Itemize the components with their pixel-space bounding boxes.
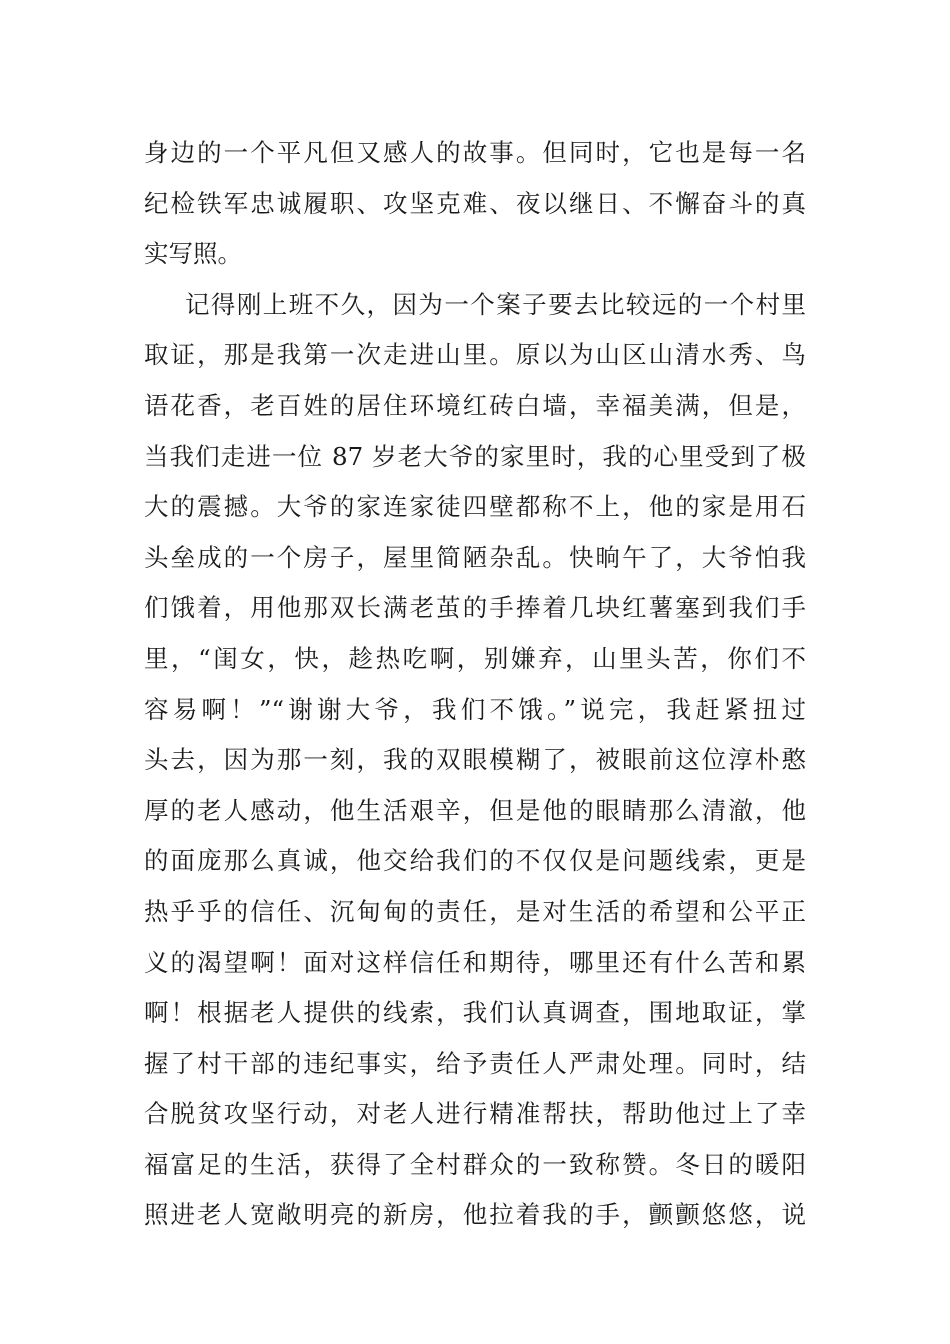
text-line: 义的渴望啊！面对这样信任和期待，哪里还有什么苦和累	[144, 947, 806, 977]
text-line: 照进老人宽敞明亮的新房，他拉着我的手，颤颤悠悠，说	[144, 1200, 806, 1230]
text-line: 头垒成的一个房子，屋里简陋杂乱。快晌午了，大爷怕我	[144, 542, 806, 572]
text-line: 啊！根据老人提供的线索，我们认真调查，围地取证，掌	[144, 998, 806, 1028]
text-line: 握了村干部的违纪事实，给予责任人严肃处理。同时，结	[144, 1048, 806, 1078]
text-line: 实写照。	[144, 239, 242, 269]
text-line: 合脱贫攻坚行动，对老人进行精准帮扶，帮助他过上了幸	[144, 1099, 806, 1129]
text-line: 福富足的生活，获得了全村群众的一致称赞。冬日的暖阳	[144, 1149, 806, 1179]
text-line: 语花香，老百姓的居住环境红砖白墙，幸福美满，但是，	[144, 390, 806, 420]
text-line: 的面庞那么真诚，他交给我们的不仅仅是问题线索，更是	[144, 846, 806, 876]
text-line: 纪检铁军忠诚履职、攻坚克难、夜以继日、不懈奋斗的真	[144, 188, 806, 218]
text-line: 取证，那是我第一次走进山里。原以为山区山清水秀、鸟	[144, 340, 806, 370]
text-line: 当我们走进一位 87 岁老大爷的家里时，我的心里受到了极	[144, 441, 806, 471]
text-line: 热乎乎的信任、沉甸甸的责任，是对生活的希望和公平正	[144, 896, 806, 926]
text-line: 们饿着，用他那双长满老茧的手捧着几块红薯塞到我们手	[144, 593, 806, 623]
document-body	[144, 128, 806, 1241]
text-line: 身边的一个平凡但又感人的故事。但同时，它也是每一名	[144, 138, 806, 167]
paragraph-first-line: 记得刚上班不久，因为一个案子要去比较远的一个村里	[185, 289, 806, 319]
text-line: 厚的老人感动，他生活艰辛，但是他的眼睛那么清澈，他	[144, 795, 806, 825]
text-line: 头去，因为那一刻，我的双眼模糊了，被眼前这位淳朴憨	[144, 745, 806, 775]
text-line: 容易啊！”“谢谢大爷，我们不饿。”说完，我赶紧扭过	[144, 694, 806, 724]
text-line: 里，“闺女，快，趁热吃啊，别嫌弃，山里头苦，你们不	[144, 643, 806, 673]
text-line: 大的震撼。大爷的家连家徒四壁都称不上，他的家是用石	[144, 492, 806, 522]
